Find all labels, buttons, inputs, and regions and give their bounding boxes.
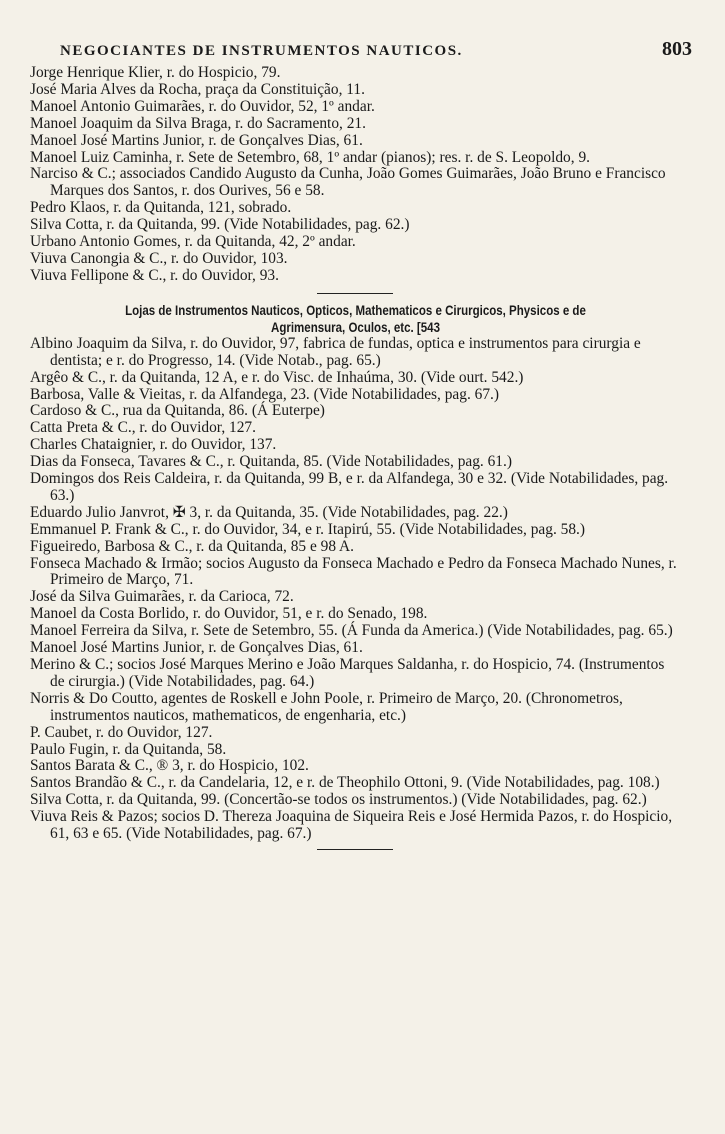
- list-item: Manoel da Costa Borlido, r. do Ouvidor, 51, e r. do Senado, 198.: [30, 605, 428, 623]
- directory-page: [30, 38, 692, 850]
- list-item: Pedro Klaos, r. da Quitanda, 121, sobrado.: [30, 199, 292, 217]
- entries-bottom: [30, 336, 680, 843]
- bottom-divider: [317, 849, 393, 850]
- list-item: Eduardo Julio Janvrot, ✠ 3, r. da Quitanda, 35. (Vide Notabilidades, pag. 22.): [30, 503, 508, 521]
- list-item: Merino & C.; socios José Marques Merino e João Marques Saldanha, r. do Hospicio, 74. (Instrumentos de cirurgia.) (Vide Notabilidades, pag. 64.): [30, 656, 665, 690]
- list-item: Jorge Henrique Klier, r. do Hospicio, 79.: [30, 64, 281, 81]
- list-item: Charles Chataignier, r. do Ouvidor, 137.: [30, 436, 277, 454]
- list-item: Manoel Luiz Caminha, r. Sete de Setembro, 68, 1º andar (pianos); res. r. de S. Leopoldo, 9.: [30, 148, 590, 166]
- list-item: Fonseca Machado & Irmão; socios Augusto da Fonseca Machado e Pedro da Fonseca Machado Nunes, r. Primeiro de Março, 71.: [30, 554, 677, 589]
- list-item: José Maria Alves da Rocha, praça da Constituição, 11.: [30, 80, 365, 98]
- page-number: 803: [662, 38, 692, 60]
- list-item: Catta Preta & C., r. do Ouvidor, 127.: [30, 419, 256, 437]
- section-heading-line2: Agrimensura, Oculos, etc. [543: [270, 319, 440, 335]
- list-item: Urbano Antonio Gomes, r. da Quitanda, 42, 2º andar.: [30, 233, 356, 251]
- list-item: Norris & Do Coutto, agentes de Roskell e John Poole, r. Primeiro de Março, 20. (Chronometros, instrumentos nauticos, mathematicos, de engenharia, etc.): [30, 689, 623, 724]
- list-item: P. Caubet, r. do Ouvidor, 127.: [30, 723, 213, 741]
- list-item: José da Silva Guimarães, r. da Carioca, 72.: [30, 588, 294, 606]
- list-item: Barbosa, Valle & Vieitas, r. da Alfandega, 23. (Vide Notabilidades, pag. 67.): [30, 385, 500, 403]
- entries-top: [30, 65, 680, 285]
- list-item: Manoel Ferreira da Silva, r. Sete de Setembro, 55. (Á Funda da America.) (Vide Notabilidades, pag. 65.): [30, 622, 673, 640]
- section-heading: [48, 302, 663, 336]
- list-item: Viuva Fellipone & C., r. do Ouvidor, 93.: [30, 266, 279, 284]
- list-item: Manoel Antonio Guimarães, r. do Ouvidor, 52, 1º andar.: [30, 97, 375, 115]
- list-item: Domingos dos Reis Caldeira, r. da Quitanda, 99 B, e r. da Alfandega, 30 e 32. (Vide Notabilidades, pag. 63.): [30, 470, 669, 504]
- list-item: Silva Cotta, r. da Quitanda, 99. (Concertão-se todos os instrumentos.) (Vide Notabilidades, pag. 62.): [30, 791, 647, 809]
- list-item: Emmanuel P. Frank & C., r. do Ouvidor, 34, e r. Itapirú, 55. (Vide Notabilidades, pag. 58.): [30, 520, 585, 538]
- divider: [317, 293, 393, 294]
- list-item: Paulo Fugin, r. da Quitanda, 58.: [30, 740, 227, 758]
- running-title: NEGOCIANTES DE INSTRUMENTOS NAUTICOS.: [60, 43, 463, 59]
- list-item: Figueiredo, Barbosa & C., r. da Quitanda, 85 e 98 A.: [30, 537, 355, 555]
- list-item: Albino Joaquim da Silva, r. do Ouvidor, 97, fabrica de fundas, optica e instrumentos para cirurgia e dentista; e r. do Progresso, 14. (Vide Notab., pag. 65.): [30, 334, 641, 369]
- list-item: Viuva Canongia & C., r. do Ouvidor, 103.: [30, 249, 288, 267]
- list-item: Dias da Fonseca, Tavares & C., r. Quitanda, 85. (Vide Notabilidades, pag. 61.): [30, 453, 512, 471]
- list-item: Narciso & C.; associados Candido Augusto da Cunha, João Gomes Guimarães, João Bruno e Francisco Marques dos Santos, r. dos Ourives, 56 e 58.: [30, 165, 666, 200]
- list-item: Manoel Joaquim da Silva Braga, r. do Sacramento, 21.: [30, 114, 366, 132]
- page-header: [30, 38, 692, 61]
- list-item: Santos Barata & C., ® 3, r. do Hospicio, 102.: [30, 757, 309, 775]
- section-heading-line1: Lojas de Instrumentos Nauticos, Opticos, Mathematicos e Cirurgicos, Physicos e de: [124, 302, 586, 318]
- list-item: Viuva Reis & Pazos; socios D. Thereza Joaquina de Siqueira Reis e José Hermida Pazos, r. do Hospicio, 61, 63 e 65. (Vide Notabilidades, pag. 67.): [30, 808, 673, 843]
- list-item: Silva Cotta, r. da Quitanda, 99. (Vide Notabilidades, pag. 62.): [30, 216, 410, 234]
- list-item: Santos Brandão & C., r. da Candelaria, 12, e r. de Theophilo Ottoni, 9. (Vide Notabilidades, pag. 108.): [30, 774, 660, 792]
- list-item: Manoel José Martins Junior, r. de Gonçalves Dias, 61.: [30, 639, 363, 657]
- list-item: Cardoso & C., rua da Quitanda, 86. (Á Euterpe): [30, 402, 325, 420]
- list-item: Manoel José Martins Junior, r. de Gonçalves Dias, 61.: [30, 131, 363, 149]
- list-item: Argêo & C., r. da Quitanda, 12 A, e r. do Visc. de Inhaúma, 30. (Vide ourt. 542.): [30, 368, 524, 386]
